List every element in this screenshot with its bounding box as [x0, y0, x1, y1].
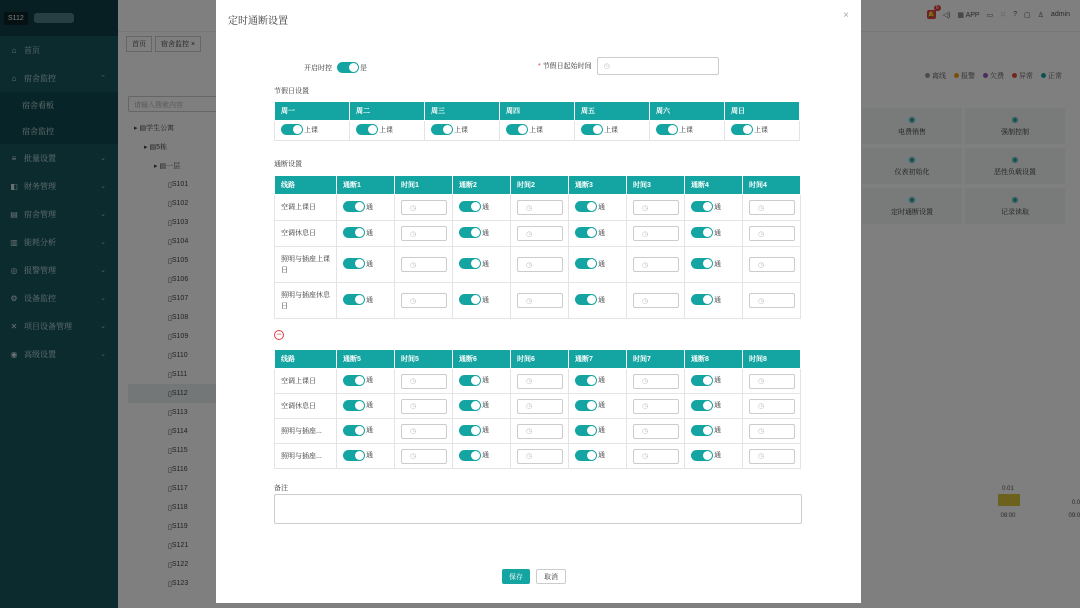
toggle-switch[interactable]	[506, 124, 528, 135]
toggle-label: 上课	[304, 126, 318, 134]
column-header: 时间3	[627, 176, 685, 195]
timer-dialog	[216, 0, 861, 603]
row-label: 照明与插座...	[275, 419, 337, 444]
toggle-label: 通	[482, 203, 489, 211]
holiday-section-title: 节假日设置	[274, 88, 309, 95]
column-header: 通断3	[569, 176, 627, 195]
toggle-label: 通	[366, 229, 373, 237]
dialog-buttons	[502, 569, 566, 584]
switch-cell	[453, 283, 511, 319]
switch-cell	[337, 247, 395, 283]
toggle-label: 通	[482, 427, 489, 434]
time-cell	[511, 419, 569, 444]
switch-cell	[453, 394, 511, 419]
toggle-switch[interactable]	[575, 294, 597, 305]
table-row	[275, 444, 801, 469]
onoff-toggle[interactable]	[575, 425, 605, 436]
column-header: 时间1	[395, 176, 453, 195]
switch-cell	[685, 444, 743, 469]
toggle-switch[interactable]	[575, 258, 597, 269]
onoff-toggle[interactable]	[343, 227, 373, 238]
column-header: 通断8	[685, 350, 743, 369]
toggle-switch[interactable]	[343, 201, 365, 212]
weekday-header: 周日	[725, 102, 800, 121]
remove-icon[interactable]: −	[274, 330, 284, 340]
weekday-toggle[interactable]	[731, 124, 768, 135]
weekday-toggle[interactable]	[506, 124, 543, 135]
switch-cell	[569, 283, 627, 319]
time-input[interactable]: ◷	[749, 257, 795, 272]
time-cell	[743, 195, 801, 221]
toggle-label: 上课	[454, 126, 468, 134]
time-input[interactable]: ◷	[633, 399, 679, 414]
toggle-switch[interactable]	[343, 400, 365, 411]
time-cell	[395, 369, 453, 394]
toggle-label: 上课	[529, 126, 543, 134]
time-cell	[627, 369, 685, 394]
timer-switch-row	[304, 62, 367, 73]
time-input[interactable]: ◷	[633, 449, 679, 464]
toggle-switch[interactable]	[343, 294, 365, 305]
timer-label: 开启时控	[304, 64, 332, 72]
close-icon[interactable]: ×	[843, 10, 849, 21]
weekday-cell	[350, 121, 425, 141]
row-label: 照明与插座上课日	[275, 247, 337, 283]
table-row	[275, 394, 801, 419]
row-label: 照明与插座...	[275, 444, 337, 469]
toggle-switch[interactable]	[691, 375, 713, 386]
time-cell	[395, 394, 453, 419]
toggle-switch[interactable]	[691, 227, 713, 238]
weekday-header: 周六	[650, 102, 725, 121]
weekday-toggle[interactable]	[431, 124, 468, 135]
onoff-toggle[interactable]	[691, 400, 721, 411]
toggle-label: 通	[598, 377, 605, 384]
row-label: 空调上课日	[275, 369, 337, 394]
onoff-toggle[interactable]	[575, 227, 605, 238]
toggle-label: 通	[714, 402, 721, 409]
onoff-table-2	[274, 349, 801, 469]
table-row	[275, 419, 801, 444]
row-label: 空调休息日	[275, 394, 337, 419]
column-header: 时间6	[511, 350, 569, 369]
time-input[interactable]: ◷	[749, 226, 795, 241]
time-cell	[511, 221, 569, 247]
switch-cell	[685, 221, 743, 247]
toggle-switch[interactable]	[691, 450, 713, 461]
time-cell	[395, 195, 453, 221]
holiday-start-row: * 节假日起始时间 ◷	[538, 57, 719, 75]
weekday-toggle[interactable]	[656, 124, 693, 135]
weekday-toggle[interactable]	[356, 124, 393, 135]
switch-cell	[569, 369, 627, 394]
toggle-label: 通	[482, 377, 489, 384]
toggle-label: 通	[714, 427, 721, 434]
toggle-switch[interactable]	[343, 258, 365, 269]
table-row	[275, 283, 801, 319]
toggle-label: 通	[714, 377, 721, 384]
time-cell	[511, 247, 569, 283]
holiday-start-input[interactable]: ◷	[597, 57, 719, 75]
toggle-switch[interactable]	[691, 258, 713, 269]
time-cell	[627, 247, 685, 283]
time-cell	[511, 394, 569, 419]
switch-cell	[569, 444, 627, 469]
switch-cell	[685, 419, 743, 444]
time-cell	[627, 444, 685, 469]
toggle-switch[interactable]	[691, 294, 713, 305]
time-input[interactable]: ◷	[633, 226, 679, 241]
onoff-toggle[interactable]	[343, 450, 373, 461]
time-input[interactable]: ◷	[633, 257, 679, 272]
toggle-switch[interactable]	[356, 124, 378, 135]
column-header: 时间4	[743, 176, 801, 195]
toggle-label: 通	[366, 296, 373, 304]
time-cell	[627, 195, 685, 221]
row-label: 照明与插座休息日	[275, 283, 337, 319]
time-cell	[395, 221, 453, 247]
onoff-toggle[interactable]	[459, 201, 489, 212]
toggle-switch[interactable]	[281, 124, 303, 135]
time-input[interactable]: ◷	[401, 257, 447, 272]
onoff-toggle[interactable]	[575, 400, 605, 411]
time-cell	[395, 419, 453, 444]
toggle-label: 通	[714, 260, 721, 268]
weekday-toggle[interactable]	[281, 124, 318, 135]
switch-cell	[685, 394, 743, 419]
switch-cell	[337, 195, 395, 221]
weekday-header: 周四	[500, 102, 575, 121]
holiday-start-label: 节假日起始时间	[542, 63, 592, 70]
time-cell	[743, 394, 801, 419]
time-cell	[395, 247, 453, 283]
switch-cell	[337, 283, 395, 319]
time-input[interactable]: ◷	[401, 399, 447, 414]
switch-cell	[453, 221, 511, 247]
onoff-toggle[interactable]	[343, 201, 373, 212]
onoff-toggle[interactable]	[459, 258, 489, 269]
onoff-toggle[interactable]	[575, 201, 605, 212]
toggle-switch[interactable]	[575, 375, 597, 386]
toggle-switch[interactable]	[343, 375, 365, 386]
toggle-switch[interactable]	[343, 227, 365, 238]
toggle-switch[interactable]	[459, 375, 481, 386]
toggle-label: 上课	[379, 126, 393, 134]
time-input[interactable]: ◷	[749, 293, 795, 308]
toggle-switch[interactable]	[691, 425, 713, 436]
toggle-label: 通	[366, 377, 373, 384]
time-cell	[511, 444, 569, 469]
column-header: 时间7	[627, 350, 685, 369]
weekday-cell	[500, 121, 575, 141]
weekday-cell	[575, 121, 650, 141]
time-input[interactable]: ◷	[401, 226, 447, 241]
column-header: 通断5	[337, 350, 395, 369]
toggle-switch[interactable]	[459, 294, 481, 305]
weekday-cell	[725, 121, 800, 141]
switch-cell	[453, 369, 511, 394]
toggle-label: 通	[482, 402, 489, 409]
time-cell	[511, 283, 569, 319]
toggle-label: 通	[714, 229, 721, 237]
toggle-label: 通	[714, 203, 721, 211]
toggle-switch[interactable]	[459, 400, 481, 411]
onoff-toggle[interactable]	[459, 450, 489, 461]
toggle-label: 通	[598, 260, 605, 268]
toggle-switch[interactable]	[459, 201, 481, 212]
toggle-label: 通	[366, 427, 373, 434]
switch-cell	[337, 444, 395, 469]
toggle-switch[interactable]	[343, 450, 365, 461]
toggle-label: 通	[714, 452, 721, 459]
switch-cell	[685, 369, 743, 394]
toggle-label: 通	[366, 203, 373, 211]
switch-cell	[453, 419, 511, 444]
toggle-label: 上课	[754, 126, 768, 134]
toggle-switch[interactable]	[731, 124, 753, 135]
switch-cell	[569, 221, 627, 247]
toggle-label: 通	[482, 296, 489, 304]
toggle-switch[interactable]	[459, 258, 481, 269]
table-row	[275, 195, 801, 221]
toggle-label: 通	[598, 427, 605, 434]
toggle-switch[interactable]	[575, 450, 597, 461]
switch-cell	[569, 394, 627, 419]
column-header: 通断6	[453, 350, 511, 369]
table-row	[275, 221, 801, 247]
onoff-toggle[interactable]	[459, 400, 489, 411]
time-cell	[627, 394, 685, 419]
weekday-header: 周二	[350, 102, 425, 121]
time-input[interactable]: ◷	[517, 200, 563, 215]
onoff-toggle[interactable]	[575, 450, 605, 461]
onoff-toggle[interactable]	[459, 425, 489, 436]
time-cell	[511, 369, 569, 394]
onoff-toggle[interactable]	[691, 294, 721, 305]
time-input[interactable]: ◷	[401, 449, 447, 464]
toggle-label: 通	[482, 452, 489, 459]
time-input[interactable]: ◷	[749, 200, 795, 215]
toggle-switch[interactable]	[691, 400, 713, 411]
switch-cell	[337, 369, 395, 394]
toggle-switch[interactable]	[575, 425, 597, 436]
time-input[interactable]: ◷	[401, 374, 447, 389]
switch-cell	[569, 247, 627, 283]
memo-label: 备注	[274, 485, 288, 492]
time-cell	[395, 283, 453, 319]
toggle-label: 通	[482, 229, 489, 237]
toggle-label: 上课	[679, 126, 693, 134]
time-cell	[627, 221, 685, 247]
toggle-label: 上课	[604, 126, 618, 134]
time-input[interactable]: ◷	[633, 293, 679, 308]
toggle-label: 通	[598, 402, 605, 409]
column-header: 时间5	[395, 350, 453, 369]
onoff-toggle[interactable]	[343, 258, 373, 269]
time-input[interactable]: ◷	[633, 374, 679, 389]
switch-cell	[685, 247, 743, 283]
onoff-section-title: 通断设置	[274, 161, 302, 168]
onoff-toggle[interactable]	[575, 258, 605, 269]
time-input[interactable]: ◷	[517, 293, 563, 308]
weekday-header: 周五	[575, 102, 650, 121]
time-cell	[743, 283, 801, 319]
toggle-label: 通	[366, 452, 373, 459]
time-input[interactable]: ◷	[517, 449, 563, 464]
dialog-title: 定时通断设置	[228, 16, 288, 27]
time-input[interactable]: ◷	[517, 374, 563, 389]
time-input[interactable]: ◷	[517, 226, 563, 241]
toggle-switch[interactable]	[691, 201, 713, 212]
weekday-cell	[650, 121, 725, 141]
onoff-toggle[interactable]	[691, 201, 721, 212]
toggle-switch[interactable]	[575, 201, 597, 212]
time-cell	[743, 221, 801, 247]
toggle-label: 通	[598, 203, 605, 211]
onoff-toggle[interactable]	[691, 375, 721, 386]
weekday-cell	[425, 121, 500, 141]
time-input[interactable]: ◷	[401, 293, 447, 308]
table-row	[275, 369, 801, 394]
toggle-switch[interactable]	[459, 227, 481, 238]
onoff-toggle[interactable]	[691, 258, 721, 269]
cancel-button[interactable]: 取消	[536, 569, 566, 584]
time-input[interactable]: ◷	[749, 449, 795, 464]
onoff-toggle[interactable]	[459, 294, 489, 305]
time-input[interactable]: ◷	[633, 200, 679, 215]
toggle-label: 通	[366, 402, 373, 409]
toggle-switch[interactable]	[459, 450, 481, 461]
switch-cell	[453, 195, 511, 221]
onoff-toggle[interactable]	[343, 375, 373, 386]
toggle-label: 通	[598, 229, 605, 237]
column-header: 线路	[275, 350, 337, 369]
onoff-toggle[interactable]	[459, 227, 489, 238]
toggle-switch[interactable]	[581, 124, 603, 135]
time-input[interactable]: ◷	[401, 424, 447, 439]
time-cell	[743, 247, 801, 283]
time-cell	[627, 419, 685, 444]
toggle-switch[interactable]	[459, 425, 481, 436]
column-header: 时间8	[743, 350, 801, 369]
switch-cell	[685, 283, 743, 319]
switch-cell	[685, 195, 743, 221]
onoff-toggle[interactable]	[343, 425, 373, 436]
onoff-toggle[interactable]	[343, 400, 373, 411]
column-header: 通断1	[337, 176, 395, 195]
onoff-toggle[interactable]	[343, 294, 373, 305]
column-header: 通断2	[453, 176, 511, 195]
onoff-toggle[interactable]	[691, 450, 721, 461]
time-input[interactable]: ◷	[749, 424, 795, 439]
toggle-switch[interactable]	[431, 124, 453, 135]
toggle-switch[interactable]	[575, 227, 597, 238]
onoff-toggle[interactable]	[691, 227, 721, 238]
switch-cell	[569, 419, 627, 444]
column-header: 时间2	[511, 176, 569, 195]
toggle-label: 通	[714, 296, 721, 304]
column-header: 通断4	[685, 176, 743, 195]
onoff-toggle[interactable]	[459, 375, 489, 386]
switch-cell	[337, 419, 395, 444]
time-input[interactable]: ◷	[517, 399, 563, 414]
toggle-switch[interactable]	[575, 400, 597, 411]
onoff-toggle[interactable]	[575, 375, 605, 386]
switch-cell	[569, 195, 627, 221]
toggle-switch[interactable]	[343, 425, 365, 436]
column-header: 通断7	[569, 350, 627, 369]
time-cell	[395, 444, 453, 469]
time-cell	[743, 419, 801, 444]
switch-cell	[453, 247, 511, 283]
weekday-toggle[interactable]	[581, 124, 618, 135]
time-cell	[743, 444, 801, 469]
onoff-toggle[interactable]	[691, 425, 721, 436]
column-header: 线路	[275, 176, 337, 195]
time-input[interactable]: ◷	[749, 374, 795, 389]
time-cell	[743, 369, 801, 394]
save-button[interactable]: 保存	[502, 569, 530, 584]
toggle-label: 通	[598, 296, 605, 304]
row-label: 空调休息日	[275, 221, 337, 247]
onoff-table-1	[274, 175, 801, 319]
time-input[interactable]: ◷	[401, 200, 447, 215]
timer-toggle[interactable]: 是	[337, 62, 367, 73]
switch-cell	[337, 394, 395, 419]
memo-textarea[interactable]	[274, 494, 802, 524]
table-row	[275, 247, 801, 283]
weekday-cell	[275, 121, 350, 141]
weekday-header: 周一	[275, 102, 350, 121]
toggle-switch[interactable]	[656, 124, 678, 135]
toggle-label: 通	[366, 260, 373, 268]
toggle-label: 通	[598, 452, 605, 459]
time-input[interactable]: ◷	[517, 257, 563, 272]
time-input[interactable]: ◷	[517, 424, 563, 439]
onoff-toggle[interactable]	[575, 294, 605, 305]
time-cell	[627, 283, 685, 319]
row-label: 空调上课日	[275, 195, 337, 221]
time-input[interactable]: ◷	[633, 424, 679, 439]
weekday-header: 周三	[425, 102, 500, 121]
weekday-table	[274, 101, 800, 141]
switch-cell	[453, 444, 511, 469]
time-input[interactable]: ◷	[749, 399, 795, 414]
time-cell	[511, 195, 569, 221]
switch-cell	[337, 221, 395, 247]
toggle-label: 通	[482, 260, 489, 268]
